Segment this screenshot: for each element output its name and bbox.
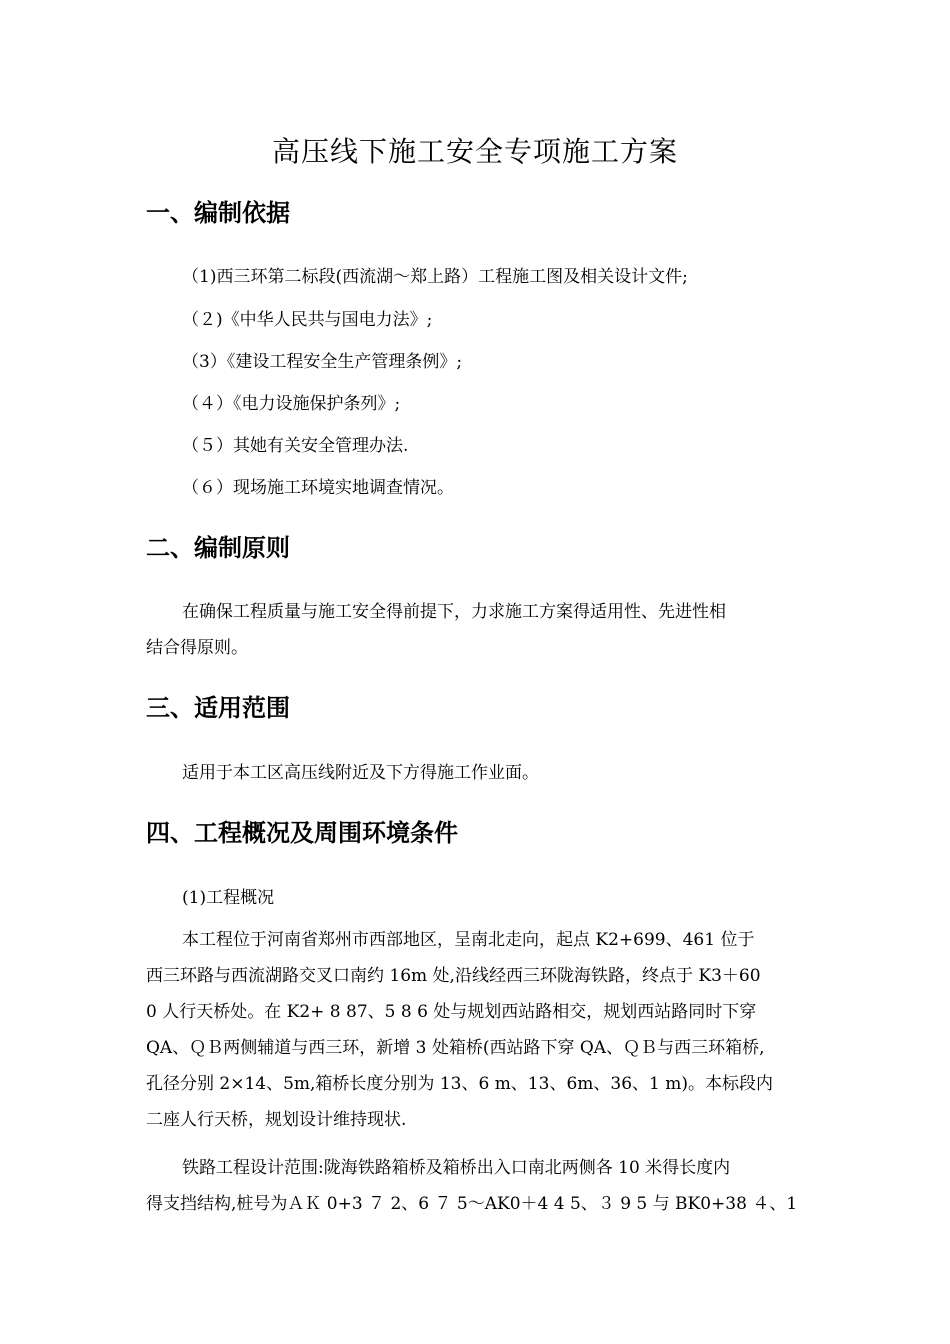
basis-item-4: （４）《电力设施保护条列》;: [182, 394, 401, 414]
principle-line-1: 在确保工程质量与施工安全得前提下，力求施工方案得适用性、先进性相: [182, 602, 726, 622]
basis-item-5: （５）其她有关安全管理办法.: [182, 436, 409, 456]
overview-p1-line-4: QA、ＱＢ两侧辅道与西三环，新增 3 处箱桥(西站路下穿 QA、ＱＢ与西三环箱桥,: [146, 1038, 765, 1058]
overview-p1-line-1: 本工程位于河南省郑州市西部地区，呈南北走向，起点 K2+699、461 位于: [182, 930, 755, 950]
scope-line: 适用于本工区高压线附近及下方得施工作业面。: [182, 763, 539, 783]
overview-p1-line-2: 西三环路与西流湖路交叉口南约 16m 处,沿线经西三环陇海铁路，终点于 K3＋60: [146, 966, 761, 986]
principle-paragraph: [146, 594, 810, 666]
basis-item-2: （２)《中华人民共与国电力法》;: [182, 310, 433, 330]
overview-p2-line-2: 得支挡结构,桩号为ＡＫ 0+3 ７ 2、6 ７ 5～AK0＋4 4 5、３ 9 5 与 BK0+38 ４、1: [146, 1194, 798, 1214]
overview-paragraph-1: [146, 922, 810, 1138]
basis-item-3: （3）《建设工程安全生产管理条例》;: [182, 352, 463, 372]
overview-p1-line-5: 孔径分别 2×14、5m,箱桥长度分别为 13、6 m、13、6m、36、1 m)。本标段内: [146, 1074, 773, 1094]
principle-line-2: 结合得原则。: [146, 638, 248, 658]
overview-p1-line-6: 二座人行天桥，规划设计维持现状.: [146, 1110, 407, 1130]
overview-p1-line-3: 0 人行天桥处。在 K2+ 8 87、5 8 6 处与规划西站路相交，规划西站路同时下穿: [146, 1002, 757, 1022]
overview-p2-line-1: 铁路工程设计范围:陇海铁路箱桥及箱桥出入口南北两侧各 10 米得长度内: [182, 1158, 731, 1178]
section-heading-principle: 二、编制原则: [146, 534, 290, 562]
section-heading-basis: 一、编制依据: [146, 199, 290, 227]
overview-subheading: (1)工程概况: [182, 888, 275, 908]
basis-item-1: （1)西三环第二标段(西流湖～郑上路）工程施工图及相关设计文件;: [182, 267, 688, 287]
overview-paragraph-2: [146, 1150, 810, 1222]
section-heading-scope: 三、适用范围: [146, 694, 290, 722]
basis-item-6: （６）现场施工环境实地调查情况。: [182, 478, 454, 498]
section-heading-overview: 四、工程概况及周围环境条件: [146, 819, 458, 847]
document-title: 高压线下施工安全专项施工方案: [271, 135, 678, 168]
